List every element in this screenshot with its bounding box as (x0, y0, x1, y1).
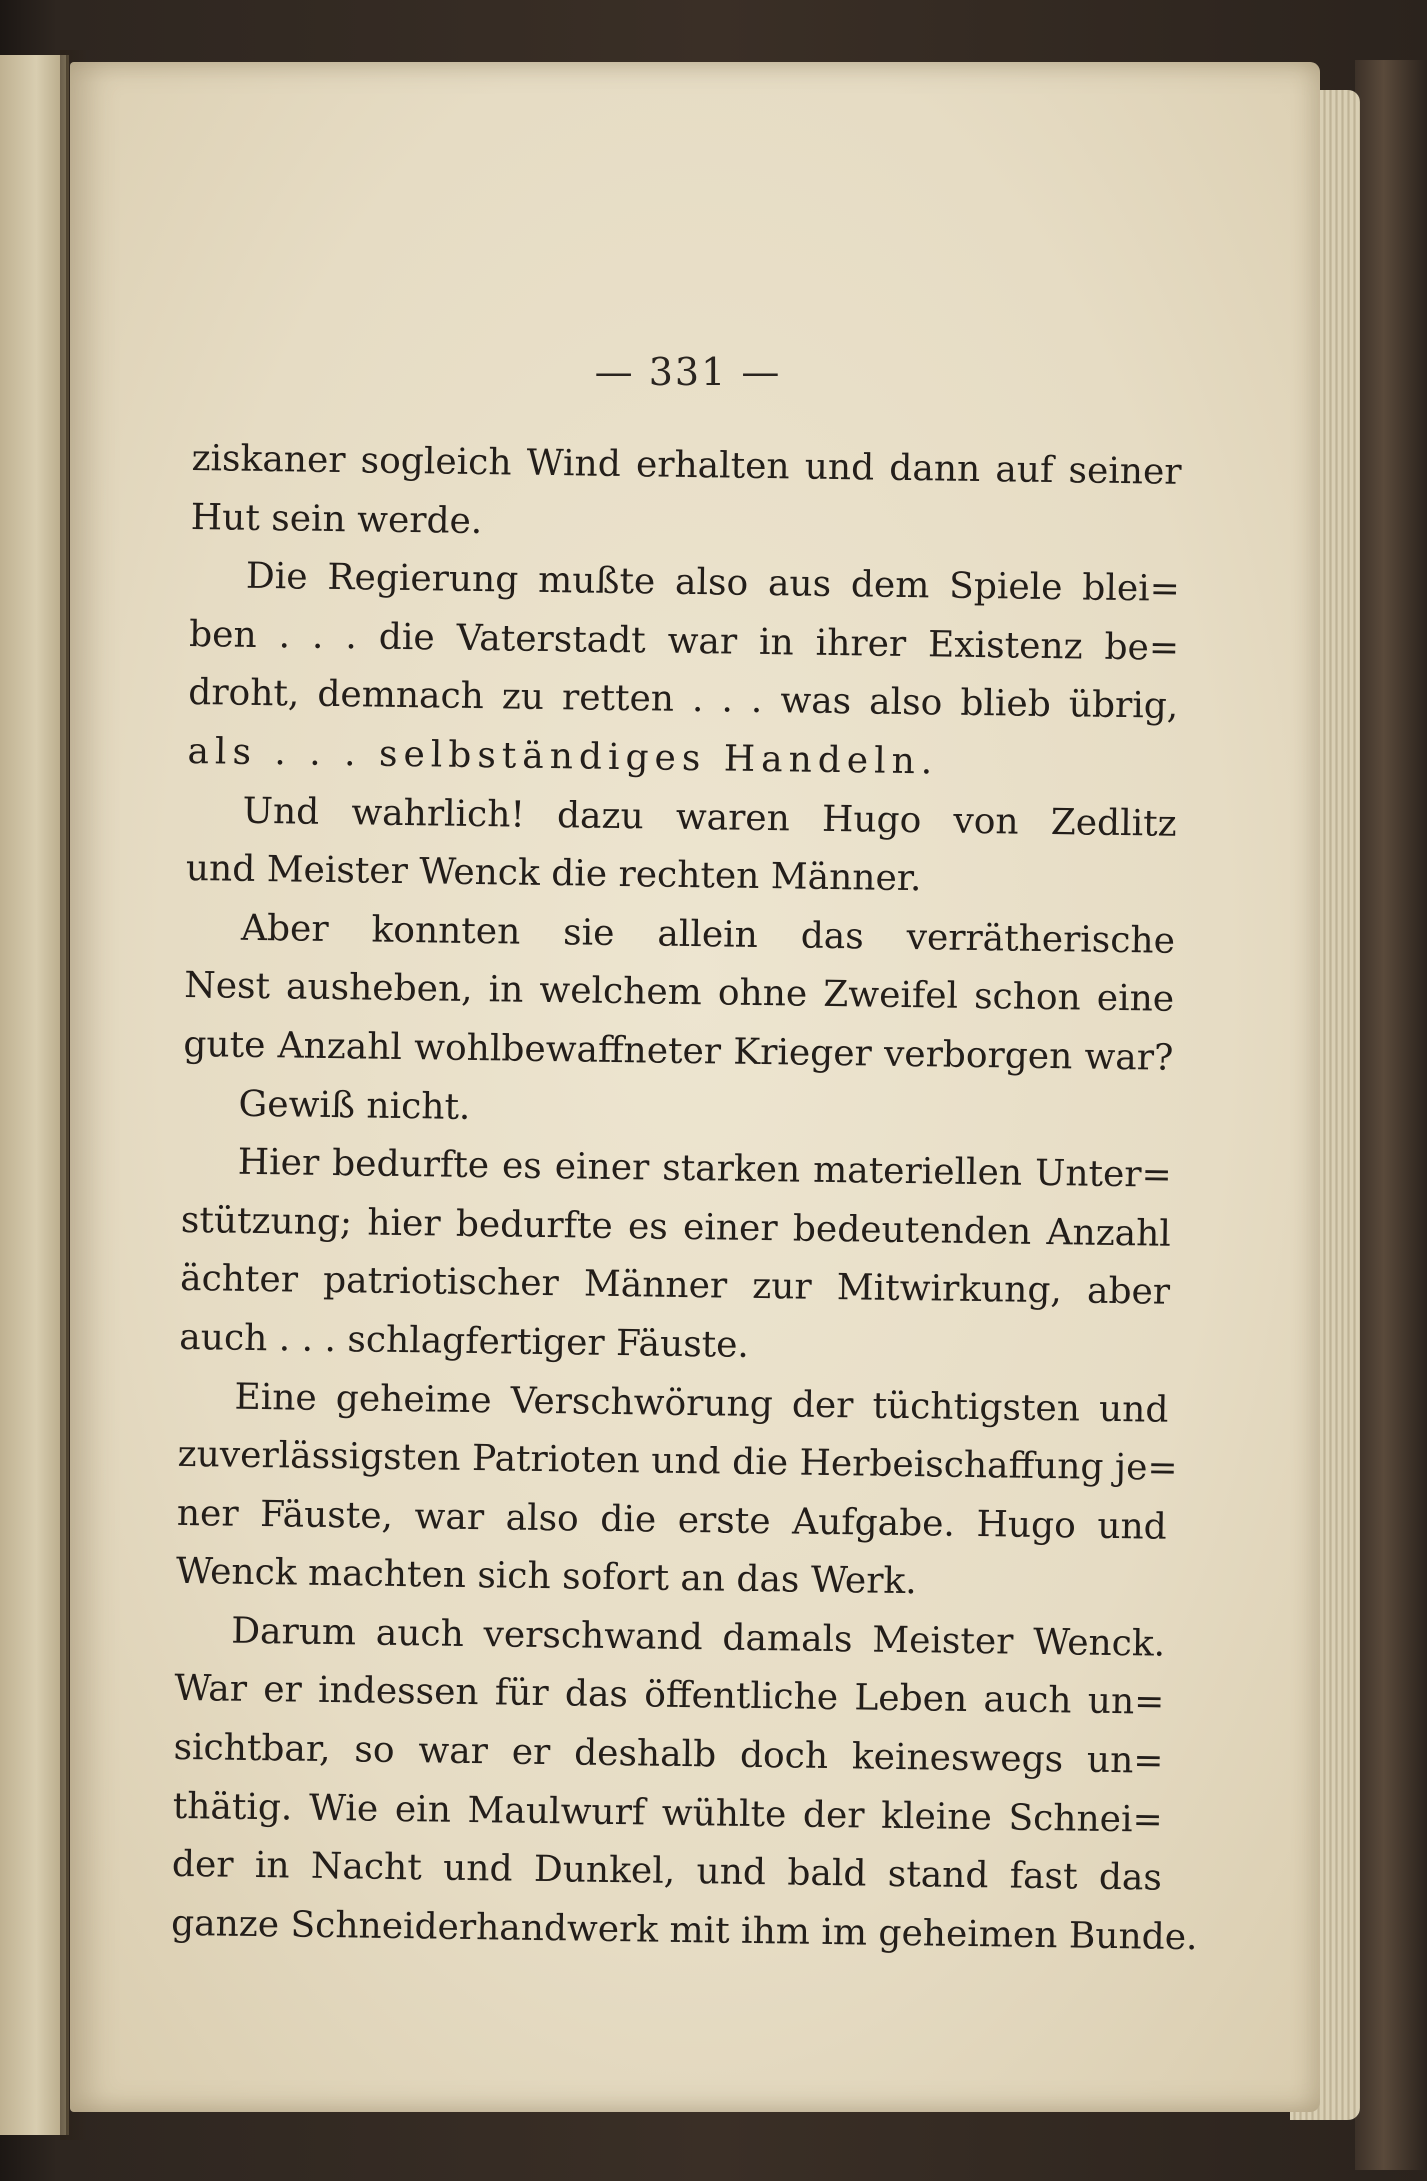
text-line: Wenck machten sich sofort an das Werk. (175, 1551, 918, 1603)
text-line: ner Fäuste, war also die erste Aufgabe. Hugo und (176, 1492, 1168, 1548)
text-line: Und wahrlich! dazu waren Hugo von Zedlitz (242, 790, 1177, 845)
page-number-text: — 331 — (594, 350, 782, 394)
text-line: ganze Schneiderhandwerk mit ihm im geheimen Bunde. (170, 1902, 1198, 1959)
text-line: War er indessen für das öffentliche Leben auch un= (174, 1668, 1165, 1724)
text-line: als . . . selbständiges Handeln. (187, 730, 939, 783)
page-number (70, 350, 1320, 394)
text-line: Darum auch verschwand damals Meister Wenck. (230, 1610, 1166, 1665)
text-line: auch . . . schlagfertiger Fäuste. (179, 1316, 750, 1366)
text-line: sichtbar, so war er deshalb doch keineswegs un= (173, 1726, 1164, 1782)
text-line: Hier bedurfte es einer starken materiellen Unter= (237, 1141, 1172, 1196)
text-line: und Meister Wenck die rechten Männer. (185, 848, 922, 900)
text-line: ben . . . die Vaterstadt war in ihrer Existenz be= (188, 613, 1180, 669)
body-text (170, 430, 1198, 1967)
text-line: gute Anzahl wohlbewaffneter Krieger verborgen war? (183, 1023, 1174, 1079)
left-page-edge (0, 55, 69, 2135)
text-line: Nest ausheben, in welchem ohne Zweifel schon eine (183, 965, 1175, 1021)
text-line: droht, demnach zu retten . . . was also blieb übrig, (188, 672, 1179, 728)
book-cover-edge (1355, 60, 1427, 2170)
text-line: zuverlässigsten Patrioten und die Herbeischaffung je= (177, 1433, 1178, 1489)
text-line: Gewiß nicht. (238, 1083, 471, 1128)
text-line: thätig. Wie ein Maulwurf wühlte der kleine Schnei= (172, 1785, 1163, 1841)
text-line: Die Regierung mußte also aus dem Spiele blei= (245, 555, 1181, 610)
text-line: ziskaner sogleich Wind erhalten und dann auf seiner (191, 437, 1182, 493)
book-page (70, 62, 1320, 2112)
text-line: Aber konnten sie allein das verrätherische (240, 907, 1176, 962)
text-line: Hut sein werde. (190, 496, 483, 542)
text-line: der in Nacht und Dunkel, und bald stand fast das (171, 1844, 1163, 1899)
text-line: stützung; hier bedurfte es einer bedeutenden Anzahl (180, 1199, 1172, 1255)
text-line: Eine geheime Verschwörung der tüchtigsten und (234, 1376, 1169, 1431)
text-line: ächter patriotischer Männer zur Mitwirkung, aber (179, 1258, 1171, 1314)
